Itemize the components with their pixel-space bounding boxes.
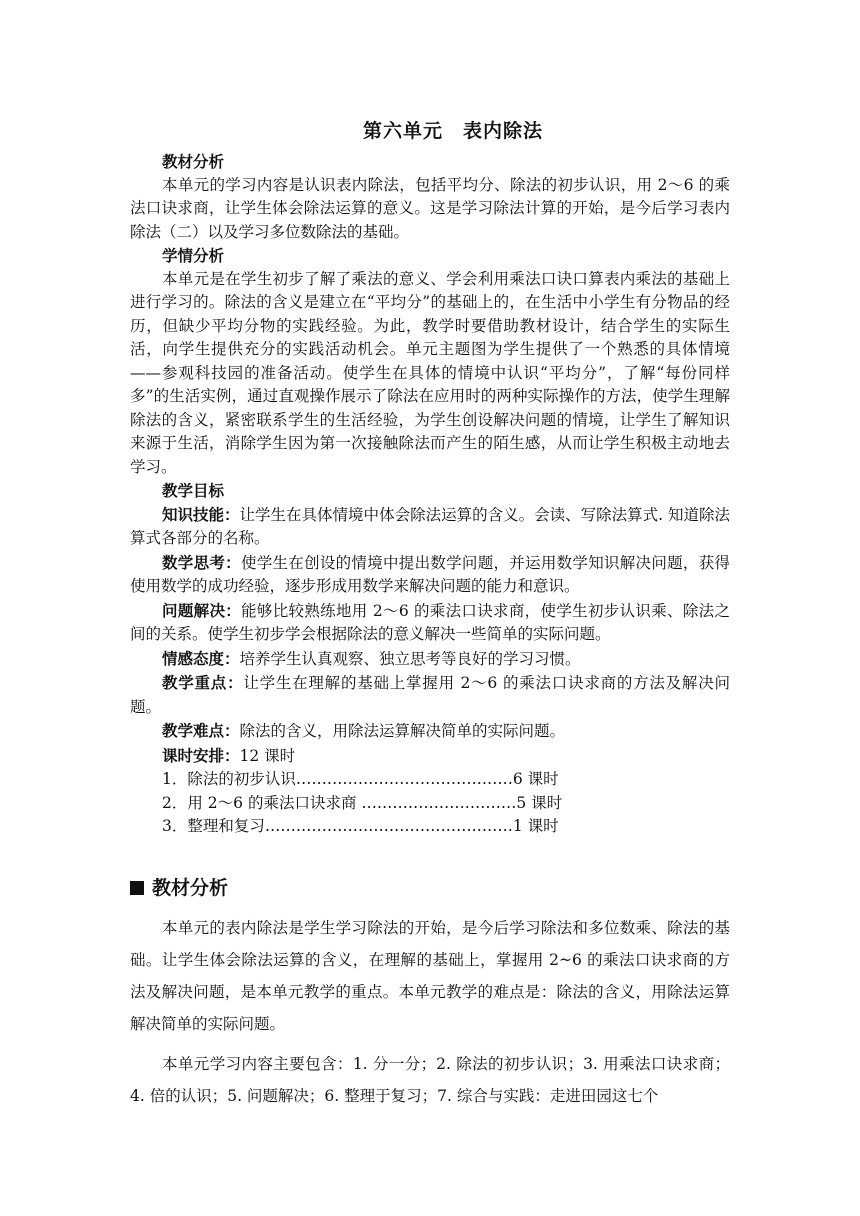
goal-text: 让学生在具体情境中体会除法运算的含义。会读、写除法算式. 知道除法算式各部分的名称。 — [130, 505, 730, 547]
goal-label: 情感态度： — [162, 648, 240, 668]
section-heading-text: 教材分析 — [152, 877, 229, 899]
square-bullet-icon — [130, 881, 144, 895]
goal-label: 数学思考： — [162, 552, 241, 572]
goal-text: 能够比较熟练地用 2～6 的乘法口诀求商，使学生初步认识乘、除法之间的关系。使学生初步学会根据除法的意义解决一些简单的实际问题。 — [130, 601, 730, 643]
goal-text: 培养学生认真观察、独立思考等良好的学习习惯。 — [239, 649, 581, 668]
paragraph-learner-analysis: 本单元是在学生初步了解了乘法的意义、学会利用乘法口诀口算表内乘法的基础上进行学习的。除法的含义是建立在“平均分”的基础上的，在生活中小学生有分物品的经历，但缺少平均分物的实践经验。为此，教学时要借助教材设计，结合学生的实际生活，向学生提供充分的实践活动机会。单元主题图为学生提供了一个熟悉的具体情境——参观科技园的准备活动。使学生在具体的情境中认识“平均分”，了解“每份同样多”的生活实例，通过直观操作展示了除法在应用时的两种实际操作的方法，使学生理解除法的含义，紧密联系学生的生活经验，为学生创设解决问题的情境，让学生了解知识来源于生活，消除学生因为第一次接触除法而产生的陌生感，从而让学生积极主动地去学习。 — [130, 269, 730, 476]
goal-text: 使学生在创设的情境中提出数学问题，并运用数学知识解决问题，获得使用数学的成功经验，逐步形成用数学来解决问题的能力和意识。 — [130, 553, 730, 595]
paragraph: 本单元学习内容主要包含：1. 分一分；2. 除法的初步认识；3. 用乘法口诀求商；4. 倍的认识；5. 问题解决；6. 整理于复习；7. 综合与实践：走进田园这七个 — [130, 1055, 730, 1105]
heading-learner-analysis: 学情分析 — [162, 246, 225, 265]
section-body — [130, 912, 730, 1120]
unit-overview — [130, 150, 730, 839]
key-text: 让学生在理解的基础上掌握用 2～6 的乘法口诀求商的方法及解决问题。 — [130, 674, 730, 716]
heading-material-analysis: 教材分析 — [162, 152, 225, 171]
goal-attitude — [130, 647, 730, 672]
goal-math-thinking — [130, 551, 730, 599]
goal-label: 问题解决： — [162, 600, 242, 620]
schedule-item: 3．整理和复习…………………………………………1 课时 — [162, 817, 559, 835]
class-hours — [130, 744, 730, 769]
key-label: 教学重点： — [162, 673, 244, 692]
goal-label: 知识技能： — [162, 504, 240, 524]
page-title: 第六单元 表内除法 — [362, 120, 543, 142]
hours-label: 课时安排： — [162, 745, 240, 765]
paragraph: 本单元的表内除法是学生学习除法的开始，是今后学习除法和多位数乘、除法的基础。让学生体会除法运算的含义，在理解的基础上，掌握用 2~6 的乘法口诀求商的方法及解决问题，是本单元教学的重点。本单元教学的难点是：除法的含义，用除法运算解决简单的实际问题。 — [130, 919, 730, 1033]
schedule-item: 1．除法的初步认识……………………………………6 课时 — [162, 770, 559, 788]
schedule-item: 2．用 2～6 的乘法口诀求商 …………………………5 课时 — [162, 793, 563, 812]
lesson-schedule — [130, 768, 730, 839]
section-heading — [130, 873, 228, 900]
teaching-difficulty — [130, 719, 730, 744]
goal-problem-solving — [130, 599, 730, 647]
paragraph-material-analysis: 本单元的学习内容是认识表内除法，包括平均分、除法的初步认识，用 2～6 的乘法口诀求商，让学生体会除法运算的意义。这是学习除法计算的开始，是今后学习表内除法（二）以及学习多位数除法的基础。 — [130, 175, 730, 241]
difficulty-label: 教学难点： — [162, 721, 240, 740]
goal-knowledge-skills — [130, 503, 730, 551]
heading-teaching-goals: 教学目标 — [162, 481, 225, 500]
difficulty-text: 除法的含义，用除法运算解决简单的实际问题。 — [239, 722, 566, 740]
hours-text: 12 课时 — [239, 746, 296, 765]
teaching-key-point — [130, 671, 730, 719]
